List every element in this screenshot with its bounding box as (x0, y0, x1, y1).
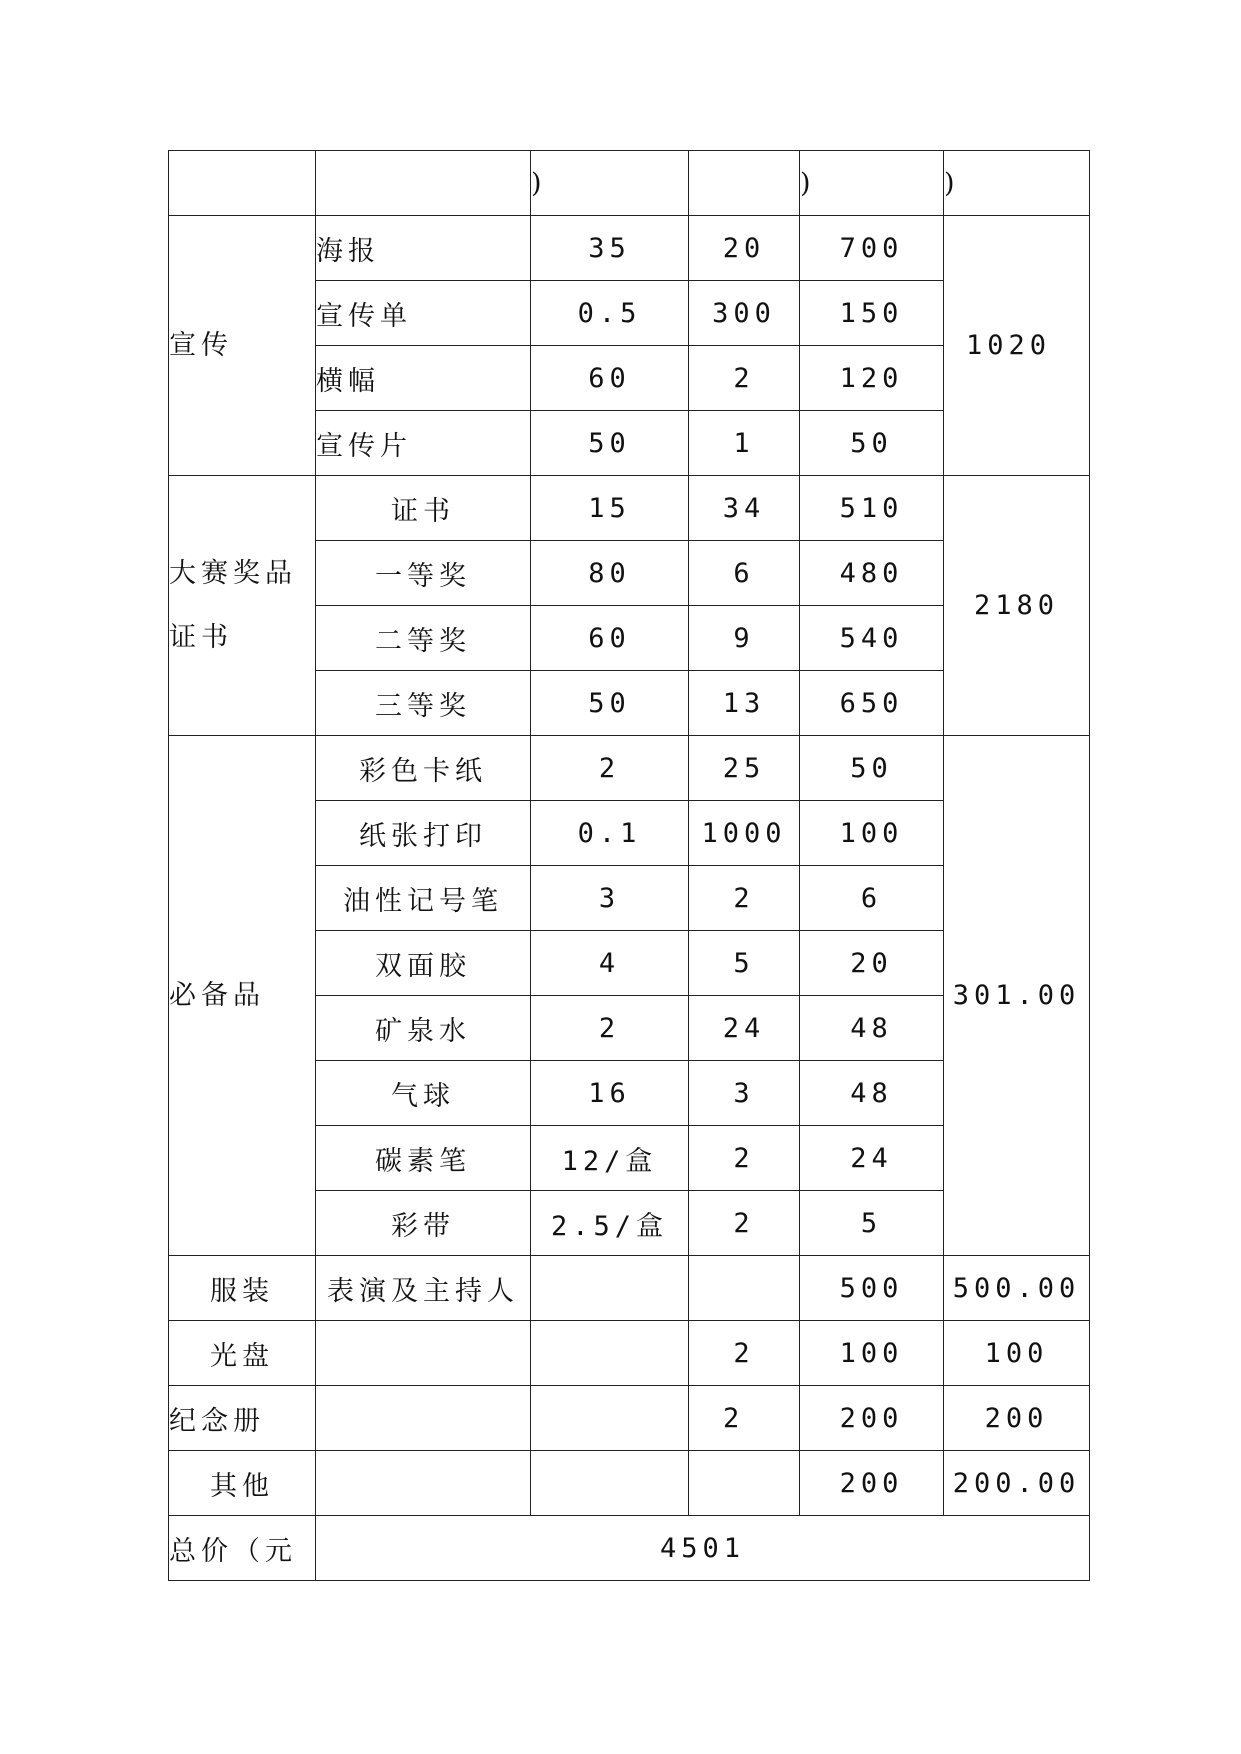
item-amount: 480 (800, 541, 944, 606)
subtotal-cell: 100 (944, 1321, 1090, 1386)
item-name: 矿泉水 (316, 996, 531, 1061)
item-price: 16 (531, 1061, 689, 1126)
item-qty: 300 (689, 281, 800, 346)
table-row (169, 1386, 1090, 1451)
category-cell-costume: 服装 (169, 1256, 316, 1321)
table-row (169, 1321, 1090, 1386)
item-qty: 24 (689, 996, 800, 1061)
item-amount: 500 (800, 1256, 944, 1321)
item-amount: 50 (800, 411, 944, 476)
item-name: 海报 (316, 216, 531, 281)
item-amount: 100 (800, 801, 944, 866)
item-name (316, 1321, 531, 1386)
category-cell-essentials: 必备品 (169, 736, 316, 1256)
item-qty: 3 (689, 1061, 800, 1126)
item-amount: 20 (800, 931, 944, 996)
item-name: 彩带 (316, 1191, 531, 1256)
item-price: 12/盒 (531, 1126, 689, 1191)
total-value: 4501 (316, 1516, 1090, 1581)
item-name (316, 1451, 531, 1516)
item-name: 宣传单 (316, 281, 531, 346)
table-row (169, 476, 1090, 541)
total-label: 总价（元 (169, 1516, 316, 1581)
item-amount: 6 (800, 866, 944, 931)
item-qty (689, 1256, 800, 1321)
subtotal-cell-prizes: 2180 (944, 476, 1090, 736)
item-qty: 2 (689, 1386, 800, 1451)
subtotal-cell: 200 (944, 1386, 1090, 1451)
subtotal-cell-essentials: 301.00 (944, 736, 1090, 1256)
item-price: 0.1 (531, 801, 689, 866)
header-cell-item (316, 151, 531, 216)
item-qty: 13 (689, 671, 800, 736)
item-qty: 2 (689, 1191, 800, 1256)
item-amount: 200 (800, 1386, 944, 1451)
item-name: 宣传片 (316, 411, 531, 476)
item-price: 50 (531, 671, 689, 736)
category-cell-album: 纪念册 (169, 1386, 316, 1451)
item-name: 碳素笔 (316, 1126, 531, 1191)
header-cell-price: ) (531, 151, 689, 216)
item-qty: 2 (689, 346, 800, 411)
item-price: 35 (531, 216, 689, 281)
item-qty: 5 (689, 931, 800, 996)
item-amount: 150 (800, 281, 944, 346)
category-cell-other: 其他 (169, 1451, 316, 1516)
item-amount: 200 (800, 1451, 944, 1516)
item-qty: 2 (689, 1321, 800, 1386)
item-amount: 540 (800, 606, 944, 671)
item-amount: 120 (800, 346, 944, 411)
item-name: 横幅 (316, 346, 531, 411)
item-amount: 700 (800, 216, 944, 281)
header-continuation-row (169, 151, 1090, 216)
item-qty: 2 (689, 1126, 800, 1191)
table-row (169, 1256, 1090, 1321)
item-price: 60 (531, 606, 689, 671)
item-price: 15 (531, 476, 689, 541)
item-price: 2 (531, 996, 689, 1061)
item-qty: 2 (689, 866, 800, 931)
item-qty: 6 (689, 541, 800, 606)
item-name: 表演及主持人 (316, 1256, 531, 1321)
item-amount: 24 (800, 1126, 944, 1191)
item-name: 二等奖 (316, 606, 531, 671)
item-price: 80 (531, 541, 689, 606)
item-price: 2 (531, 736, 689, 801)
item-name: 油性记号笔 (316, 866, 531, 931)
category-cell-publicity: 宣传 (169, 216, 316, 476)
table-row (169, 736, 1090, 801)
item-price: 50 (531, 411, 689, 476)
item-name: 纸张打印 (316, 801, 531, 866)
item-name: 证书 (316, 476, 531, 541)
subtotal-cell-publicity: 1020 (944, 216, 1090, 476)
item-name (316, 1386, 531, 1451)
table-row (169, 216, 1090, 281)
category-cell-prizes (169, 476, 316, 736)
item-price (531, 1386, 689, 1451)
item-qty: 34 (689, 476, 800, 541)
item-qty: 1000 (689, 801, 800, 866)
category-line: 大赛奖品 (169, 557, 297, 589)
item-amount: 510 (800, 476, 944, 541)
item-price (531, 1321, 689, 1386)
item-amount: 650 (800, 671, 944, 736)
item-name: 双面胶 (316, 931, 531, 996)
table-row (169, 1451, 1090, 1516)
header-cell-qty (689, 151, 800, 216)
item-amount: 5 (800, 1191, 944, 1256)
item-qty: 20 (689, 216, 800, 281)
item-qty: 1 (689, 411, 800, 476)
item-name: 彩色卡纸 (316, 736, 531, 801)
item-qty: 25 (689, 736, 800, 801)
item-price: 4 (531, 931, 689, 996)
subtotal-cell: 500.00 (944, 1256, 1090, 1321)
item-price: 0.5 (531, 281, 689, 346)
item-price (531, 1256, 689, 1321)
item-name: 三等奖 (316, 671, 531, 736)
header-cell-subtotal: ) (944, 151, 1090, 216)
item-amount: 100 (800, 1321, 944, 1386)
item-amount: 48 (800, 996, 944, 1061)
item-price: 2.5/盒 (531, 1191, 689, 1256)
item-price: 60 (531, 346, 689, 411)
item-qty (689, 1451, 800, 1516)
total-row (169, 1516, 1090, 1581)
category-line: 证书 (169, 621, 233, 653)
item-name: 气球 (316, 1061, 531, 1126)
header-cell-category (169, 151, 316, 216)
subtotal-cell: 200.00 (944, 1451, 1090, 1516)
item-name: 一等奖 (316, 541, 531, 606)
header-cell-amount: ) (800, 151, 944, 216)
item-price (531, 1451, 689, 1516)
category-cell-disc: 光盘 (169, 1321, 316, 1386)
item-amount: 50 (800, 736, 944, 801)
item-qty: 9 (689, 606, 800, 671)
item-amount: 48 (800, 1061, 944, 1126)
item-price: 3 (531, 866, 689, 931)
budget-table (168, 150, 1090, 1581)
